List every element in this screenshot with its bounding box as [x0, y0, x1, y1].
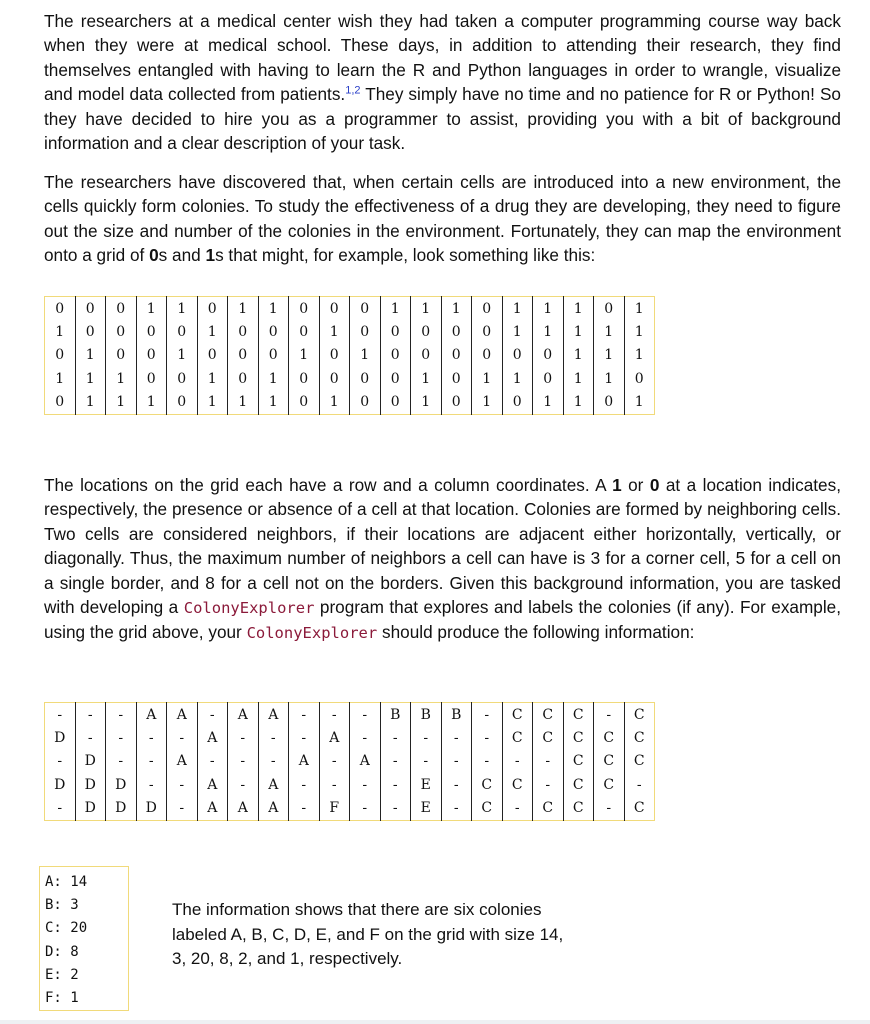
- grid-cell: 0: [228, 367, 259, 390]
- label-cell: -: [258, 750, 289, 773]
- size-line: F: 1: [45, 989, 79, 1006]
- explanation-text-1: The locations on the grid each have a row and a column coordinates. A: [44, 475, 613, 495]
- intro-paragraph: [44, 9, 841, 155]
- label-cell: -: [197, 750, 228, 773]
- label-cell: -: [228, 726, 259, 749]
- grid-row: [45, 773, 655, 796]
- grid-cell: 1: [624, 391, 655, 415]
- grid-cell: 1: [106, 391, 137, 415]
- grid-cell: 1: [502, 320, 533, 343]
- bold-one: 1: [612, 475, 622, 495]
- grid-cell: 1: [472, 367, 503, 390]
- problem-text-1: The researchers have discovered that, when certain cells are introduced into a new environment, the cells quickly form colonies. To study the effectiveness of a drug they are developing, they need to figure out the size and number of the colonies in the environment. Fortunately, they can map the environment onto a grid of: [44, 172, 841, 266]
- label-cell: C: [563, 703, 594, 727]
- grid-cell: 1: [75, 367, 106, 390]
- label-cell: -: [624, 773, 655, 796]
- grid-row: [45, 297, 655, 321]
- label-cell: -: [197, 703, 228, 727]
- label-cell: A: [228, 703, 259, 727]
- grid-cell: 0: [350, 320, 381, 343]
- colony-sizes-box: [39, 866, 129, 1011]
- grid-cell: 1: [380, 297, 411, 321]
- bold-one: 1: [205, 245, 216, 266]
- label-cell: -: [106, 703, 137, 727]
- label-cell: -: [502, 750, 533, 773]
- label-cell: -: [533, 750, 564, 773]
- grid-cell: 0: [289, 391, 320, 415]
- grid-cell: 0: [319, 344, 350, 367]
- grid-cell: 0: [380, 367, 411, 390]
- grid-cell: 1: [533, 320, 564, 343]
- grid-cell: 1: [563, 297, 594, 321]
- label-cell: A: [258, 797, 289, 821]
- label-cell: D: [106, 797, 137, 821]
- label-cell: -: [106, 750, 137, 773]
- label-cell: -: [228, 773, 259, 796]
- label-cell: A: [167, 750, 198, 773]
- label-cell: -: [594, 703, 625, 727]
- label-cell: -: [472, 726, 503, 749]
- label-cell: D: [54, 730, 66, 747]
- grid-row: [45, 367, 655, 390]
- grid-cell: 0: [228, 320, 259, 343]
- label-cell: C: [533, 726, 564, 749]
- code-colony-explorer: ColonyExplorer: [183, 599, 315, 618]
- label-cell: A: [167, 703, 198, 727]
- problem-text-3: s that might, for example, look something like this:: [215, 245, 596, 266]
- footnote-ref[interactable]: 1,2: [345, 84, 361, 97]
- grid-cell: 1: [594, 344, 625, 367]
- grid-cell: 0: [136, 344, 167, 367]
- grid-cell: 0: [380, 344, 411, 367]
- intro-text-2: They simply have no time and no patience for R or Python! So they have decided to hire you as a programmer to assist, providing you with a bit of background information and a clear description of your task.: [44, 84, 841, 154]
- grid-cell: 0: [228, 344, 259, 367]
- grid-cell: 0: [441, 367, 472, 390]
- code-colony-explorer: ColonyExplorer: [246, 624, 378, 643]
- grid-cell: 0: [197, 344, 228, 367]
- grid-cell: 1: [624, 320, 655, 343]
- label-cell: C: [472, 773, 503, 796]
- label-cell: -: [380, 797, 411, 821]
- label-cell: C: [502, 726, 533, 749]
- grid-cell: 1: [411, 297, 442, 321]
- grid-cell: 0: [289, 297, 320, 321]
- label-cell: A: [289, 750, 320, 773]
- grid-cell: 0: [533, 344, 564, 367]
- label-cell: A: [197, 726, 228, 749]
- label-cell: C: [563, 750, 594, 773]
- grid-cell: 1: [55, 324, 65, 341]
- explanation-paragraph: [44, 473, 841, 646]
- label-cell: -: [136, 750, 167, 773]
- label-cell: C: [533, 797, 564, 821]
- grid-cell: 1: [563, 367, 594, 390]
- label-cell: -: [350, 773, 381, 796]
- grid-cell: 0: [350, 367, 381, 390]
- grid-cell: 0: [472, 320, 503, 343]
- label-cell: -: [289, 797, 320, 821]
- label-cell: D: [75, 773, 106, 796]
- label-cell: -: [411, 726, 442, 749]
- label-cell: -: [136, 726, 167, 749]
- grid-cell: 0: [594, 391, 625, 415]
- label-cell: -: [57, 800, 63, 817]
- grid-cell: 1: [411, 391, 442, 415]
- grid-cell: 0: [350, 297, 381, 321]
- label-cell: C: [624, 797, 655, 821]
- grid-cell: 0: [472, 344, 503, 367]
- grid-cell: 0: [75, 320, 106, 343]
- grid-row: [45, 344, 655, 367]
- label-cell: A: [197, 773, 228, 796]
- label-cell: -: [106, 726, 137, 749]
- grid-cell: 0: [258, 344, 289, 367]
- label-cell: C: [563, 773, 594, 796]
- size-line: E: 2: [45, 966, 79, 983]
- grid-cell: 1: [594, 367, 625, 390]
- label-cell: -: [441, 726, 472, 749]
- grid-cell: 0: [441, 391, 472, 415]
- label-cell: -: [75, 703, 106, 727]
- grid-cell: 0: [380, 320, 411, 343]
- label-cell: -: [289, 773, 320, 796]
- label-cell: -: [75, 726, 106, 749]
- grid-cell: 1: [197, 391, 228, 415]
- intro-text-1: The researchers at a medical center wish they had taken a computer programming course way back when they were at medical school. These days, in addition to attending their research, they find themselves entangled with having to learn the R and Python languages in order to wrangle, visualize and model data collected from patients.: [44, 11, 841, 105]
- size-line: B: 3: [45, 897, 79, 914]
- grid-cell: 0: [624, 367, 655, 390]
- size-line: A: 14: [45, 874, 88, 890]
- label-cell: D: [106, 773, 137, 796]
- label-cell: -: [594, 797, 625, 821]
- grid-cell: 0: [167, 391, 198, 415]
- grid-cell: 1: [258, 297, 289, 321]
- grid-cell: 0: [319, 367, 350, 390]
- label-cell: -: [472, 750, 503, 773]
- grid-cell: 1: [411, 367, 442, 390]
- label-cell: -: [350, 703, 381, 727]
- size-line: D: 8: [45, 943, 79, 960]
- grid-cell: 0: [258, 320, 289, 343]
- label-cell: -: [167, 797, 198, 821]
- label-cell: E: [411, 773, 442, 796]
- grid-cell: 1: [533, 391, 564, 415]
- label-cell: -: [228, 750, 259, 773]
- label-cell: C: [502, 773, 533, 796]
- summary-text: The information shows that there are six colonies labeled A, B, C, D, E, and F on the grid with size 14, 3, 20, 8, 2, and 1, respectively.: [172, 900, 564, 968]
- grid-cell: 0: [106, 297, 137, 321]
- grid-cell: 1: [228, 391, 259, 415]
- grid-cell: 1: [319, 391, 350, 415]
- grid-cell: 0: [106, 320, 137, 343]
- label-cell: A: [136, 703, 167, 727]
- label-cell: C: [594, 726, 625, 749]
- label-cell: -: [319, 773, 350, 796]
- grid-cell: 0: [380, 391, 411, 415]
- label-cell: -: [472, 703, 503, 727]
- label-cell: D: [75, 797, 106, 821]
- grid-cell: 1: [350, 344, 381, 367]
- grid-cell: 1: [533, 297, 564, 321]
- label-cell: C: [502, 703, 533, 727]
- label-cell: C: [624, 726, 655, 749]
- explanation-text-4: program that explores and labels the colonies (if any). For example, using the grid above, your: [44, 597, 842, 643]
- label-cell: -: [167, 726, 198, 749]
- grid-cell: 1: [136, 297, 167, 321]
- label-cell: -: [289, 703, 320, 727]
- grid-cell: 1: [197, 367, 228, 390]
- grid-cell: 1: [624, 344, 655, 367]
- grid-cell: 0: [55, 300, 65, 317]
- label-cell: A: [228, 797, 259, 821]
- label-cell: -: [350, 797, 381, 821]
- label-cell: A: [258, 773, 289, 796]
- grid-cell: 1: [258, 391, 289, 415]
- grid-cell: 0: [350, 391, 381, 415]
- label-cell: C: [594, 750, 625, 773]
- explanation-text-3: at a location indicates, respectively, the presence or absence of a cell at that location. Colonies are formed by neighboring cells. Two cells are considered neighbors, if their locations are adjacent either horizontally, vertically, or diagonally. Thus, the maximum number of neighbors a cell can have is 3 for a corner cell, 5 for a cell on a single border, and 8 for a cell not on the borders. Given this background information, you are tasked with developing a: [44, 475, 841, 618]
- grid-cell: 0: [472, 297, 503, 321]
- label-cell: B: [411, 703, 442, 727]
- grid-cell: 0: [411, 320, 442, 343]
- grid-cell: 0: [106, 344, 137, 367]
- binary-grid: [44, 296, 655, 415]
- grid-cell: 0: [441, 344, 472, 367]
- grid-cell: 1: [228, 297, 259, 321]
- grid-cell: 1: [563, 320, 594, 343]
- label-cell: -: [502, 797, 533, 821]
- label-cell: A: [197, 797, 228, 821]
- grid-row: [45, 797, 655, 821]
- grid-cell: 0: [533, 367, 564, 390]
- grid-row: [45, 726, 655, 749]
- grid-cell: 0: [167, 320, 198, 343]
- grid-cell: 1: [136, 391, 167, 415]
- grid-cell: 1: [594, 320, 625, 343]
- label-cell: -: [350, 726, 381, 749]
- explanation-text-5: should produce the following information:: [377, 622, 695, 643]
- label-cell: C: [472, 797, 503, 821]
- grid-cell: 0: [441, 320, 472, 343]
- grid-cell: 1: [502, 297, 533, 321]
- label-cell: D: [54, 776, 66, 793]
- grid-cell: 0: [411, 344, 442, 367]
- label-cell: -: [380, 726, 411, 749]
- label-cell: C: [533, 703, 564, 727]
- label-cell: -: [441, 750, 472, 773]
- label-cell: C: [563, 726, 594, 749]
- label-cell: B: [441, 703, 472, 727]
- grid-cell: 0: [136, 320, 167, 343]
- label-cell: -: [258, 726, 289, 749]
- label-cell: A: [258, 703, 289, 727]
- grid-row: [45, 391, 655, 415]
- label-cell: B: [380, 703, 411, 727]
- label-cell: -: [167, 773, 198, 796]
- grid-cell: 1: [167, 344, 198, 367]
- grid-row: [45, 320, 655, 343]
- problem-paragraph: [44, 170, 841, 268]
- grid-cell: 1: [197, 320, 228, 343]
- grid-cell: 0: [167, 367, 198, 390]
- label-cell: -: [57, 706, 63, 723]
- grid-cell: 1: [55, 370, 65, 387]
- label-grid: [44, 702, 655, 821]
- grid-cell: 1: [106, 367, 137, 390]
- label-cell: -: [289, 726, 320, 749]
- grid-cell: 1: [502, 367, 533, 390]
- grid-cell: 1: [258, 367, 289, 390]
- grid-cell: 0: [136, 367, 167, 390]
- grid-cell: 0: [594, 297, 625, 321]
- label-cell: A: [319, 726, 350, 749]
- grid-cell: 0: [502, 391, 533, 415]
- grid-cell: 0: [55, 347, 65, 364]
- grid-row: [45, 703, 655, 727]
- size-line: C: 20: [45, 920, 88, 937]
- grid-cell: 1: [441, 297, 472, 321]
- label-cell: E: [411, 797, 442, 821]
- label-cell: -: [319, 703, 350, 727]
- grid-cell: 0: [319, 297, 350, 321]
- grid-cell: 0: [197, 297, 228, 321]
- grid-cell: 1: [563, 391, 594, 415]
- grid-cell: 1: [563, 344, 594, 367]
- label-cell: -: [411, 750, 442, 773]
- bold-zero: 0: [149, 245, 159, 266]
- label-cell: -: [380, 773, 411, 796]
- bottom-bar: [0, 1020, 870, 1024]
- label-cell: C: [594, 773, 625, 796]
- label-cell: D: [136, 797, 167, 821]
- explanation-text-2: or: [621, 475, 650, 495]
- label-cell: -: [441, 773, 472, 796]
- label-cell: C: [563, 797, 594, 821]
- grid-cell: 1: [472, 391, 503, 415]
- label-cell: C: [624, 750, 655, 773]
- grid-cell: 1: [624, 297, 655, 321]
- grid-cell: 0: [55, 394, 65, 411]
- label-cell: -: [533, 773, 564, 796]
- bold-zero: 0: [649, 475, 660, 495]
- grid-cell: 0: [75, 297, 106, 321]
- grid-cell: 0: [289, 367, 320, 390]
- grid-cell: 1: [75, 391, 106, 415]
- label-cell: -: [380, 750, 411, 773]
- grid-row: [45, 750, 655, 773]
- problem-text-2: s and: [158, 245, 206, 266]
- label-cell: -: [136, 773, 167, 796]
- grid-cell: 1: [319, 320, 350, 343]
- grid-cell: 1: [167, 297, 198, 321]
- label-cell: -: [57, 753, 63, 770]
- grid-cell: 0: [289, 320, 320, 343]
- label-cell: A: [350, 750, 381, 773]
- label-cell: F: [319, 797, 350, 821]
- grid-cell: 1: [75, 344, 106, 367]
- grid-cell: 1: [289, 344, 320, 367]
- label-cell: -: [441, 797, 472, 821]
- grid-cell: 0: [502, 344, 533, 367]
- label-cell: D: [75, 750, 106, 773]
- label-cell: -: [319, 750, 350, 773]
- label-cell: C: [624, 703, 655, 727]
